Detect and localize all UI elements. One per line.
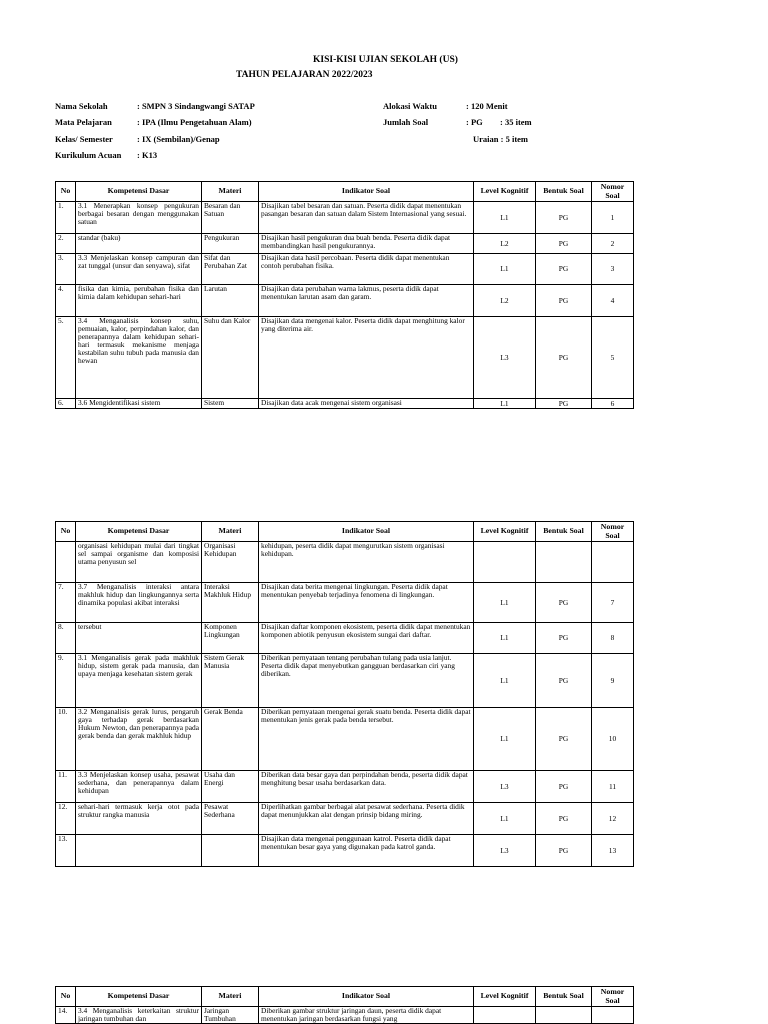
cell-kd: 3.4 Menganalisis konsep suhu, pemuaian, kalor, perpindahan kalor, dan penerapannya dalam kehidupan sehari-hari termasuk mekanisme menjaga kestabilan suhu tubuh pada manusia dan hewan <box>76 317 202 399</box>
cell-no: 8. <box>56 623 76 654</box>
kelas-value: : IX (Sembilan)/Genap <box>137 134 220 144</box>
col-nomor-soal: Nomor Soal <box>592 987 634 1007</box>
cell-level: L1 <box>474 654 536 708</box>
table-row <box>56 317 634 399</box>
cell-materi: Sifat dan Perubahan Zat <box>202 254 259 285</box>
cell-kd <box>76 835 202 867</box>
cell-bentuk: PG <box>536 803 592 835</box>
cell-bentuk: PG <box>536 654 592 708</box>
cell-nomor: 4 <box>592 285 634 317</box>
cell-indikator: Disajikan data acak mengenai sistem organisasi <box>259 399 474 409</box>
table-row <box>56 234 634 254</box>
cell-level: L3 <box>474 317 536 399</box>
cell-kd: 3.4 Menganalisis keterkaitan struktur jaringan tumbuhan dan <box>76 1007 202 1024</box>
cell-nomor: 6 <box>592 399 634 409</box>
alokasi-label: Alokasi Waktu <box>383 101 437 111</box>
cell-indikator: Diberikan gambar struktur jaringan daun, peserta didik dapat menentukan jaringan berdasarkan fungsi yang <box>259 1007 474 1024</box>
cell-indikator: Diberikan data besar gaya dan perpindahan benda, peserta didik dapat menghitung besar usaha berdasarkan data. <box>259 771 474 803</box>
nama-sekolah-label: Nama Sekolah <box>55 101 108 111</box>
cell-level: L1 <box>474 399 536 409</box>
table-header-row <box>56 182 634 202</box>
cell-materi: Organisasi Kehidupan <box>202 542 259 583</box>
kurikulum-label: Kurikulum Acuan <box>55 150 122 160</box>
cell-kd: standar (baku) <box>76 234 202 254</box>
cell-nomor: 11 <box>592 771 634 803</box>
col-nomor-soal: Nomor Soal <box>592 182 634 202</box>
table-row <box>56 583 634 623</box>
cell-indikator: Diperlihatkan gambar berbagai alat pesawat sederhana. Peserta didik dapat menunjukkan alat dengan prinsip bidang miring. <box>259 803 474 835</box>
cell-level: L1 <box>474 803 536 835</box>
col-level-kognitif: Level Kognitif <box>474 182 536 202</box>
col-materi: Materi <box>202 182 259 202</box>
cell-no: 12. <box>56 803 76 835</box>
cell-indikator: Disajikan hasil pengukuran dua buah benda. Peserta didik dapat membandingkan hasil pengukurannya. <box>259 234 474 254</box>
col-nomor-soal: Nomor Soal <box>592 522 634 542</box>
cell-bentuk: PG <box>536 623 592 654</box>
cell-kd: fisika dan kimia, perubahan fisika dan kimia dalam kehidupan sehari-hari <box>76 285 202 317</box>
uraian-value: Uraian : 5 item <box>473 134 529 144</box>
col-bentuk-soal: Bentuk Soal <box>536 987 592 1007</box>
cell-indikator: Disajikan data mengenai kalor. Peserta didik dapat menghitung kalor yang diterima air. <box>259 317 474 399</box>
cell-level <box>474 1007 536 1024</box>
cell-no: 4. <box>56 285 76 317</box>
cell-level: L2 <box>474 285 536 317</box>
table-row <box>56 254 634 285</box>
col-no: No <box>56 987 76 1007</box>
cell-kd: 3.3 Menjelaskan konsep usaha, pesawat sederhana, dan penerapannya dalam kehidupan <box>76 771 202 803</box>
table-row <box>56 708 634 771</box>
cell-nomor: 7 <box>592 583 634 623</box>
table-row <box>56 654 634 708</box>
table-row <box>56 803 634 835</box>
cell-level: L2 <box>474 234 536 254</box>
kisi-table-3 <box>55 986 634 1024</box>
cell-indikator: Disajikan data mengenai penggunaan katrol. Peserta didik dapat menentukan besar gaya yang digunakan pada katrol ganda. <box>259 835 474 867</box>
document-title: KISI-KISI UJIAN SEKOLAH (US) <box>313 55 458 65</box>
cell-nomor <box>592 1007 634 1024</box>
cell-materi: Sistem <box>202 399 259 409</box>
cell-kd: 3.1 Menganalisis gerak pada makhluk hidup, sistem gerak pada manusia, dan upaya menjaga kesehatan sistem gerak <box>76 654 202 708</box>
cell-indikator: Disajikan tabel besaran dan satuan. Peserta didik dapat menentukan pasangan besaran dan satuan dalam Sistem Internasional yang sesuai. <box>259 202 474 234</box>
table-header-row <box>56 522 634 542</box>
cell-kd: tersebut <box>76 623 202 654</box>
col-kompetensi-dasar: Kompetensi Dasar <box>76 987 202 1007</box>
col-bentuk-soal: Bentuk Soal <box>536 522 592 542</box>
cell-materi: Sistem Gerak Manusia <box>202 654 259 708</box>
cell-no: 9. <box>56 654 76 708</box>
cell-materi: Gerak Benda <box>202 708 259 771</box>
table-row <box>56 623 634 654</box>
cell-bentuk: PG <box>536 708 592 771</box>
cell-materi: Komponen Lingkungan <box>202 623 259 654</box>
cell-bentuk: PG <box>536 317 592 399</box>
cell-indikator: Diberikan pernyataan tentang perubahan tulang pada usia lanjut. Peserta didik dapat menyebutkan gangguan berdasarkan ciri yang diberikan. <box>259 654 474 708</box>
cell-no: 14. <box>56 1007 76 1024</box>
col-no: No <box>56 522 76 542</box>
cell-materi: Pesawat Sederhana <box>202 803 259 835</box>
table-row <box>56 835 634 867</box>
cell-kd: 3.2 Menganalisis gerak lurus, pengaruh gaya terhadap gerak berdasarkan Hukum Newton, dan penerapannya pada gerak benda dan gerak makhluk hidup <box>76 708 202 771</box>
cell-bentuk: PG <box>536 285 592 317</box>
kisi-table-1 <box>55 181 634 409</box>
col-materi: Materi <box>202 987 259 1007</box>
cell-materi: Suhu dan Kalor <box>202 317 259 399</box>
cell-kd: 3.7 Menganalisis interaksi antara makhluk hidup dan lingkungannya serta dinamika populasi akibat interaksi <box>76 583 202 623</box>
jumlah-label: Jumlah Soal <box>383 117 429 127</box>
cell-indikator: kehidupan, peserta didik dapat mengurutkan sistem organisasi kehidupan. <box>259 542 474 583</box>
cell-no: 1. <box>56 202 76 234</box>
cell-nomor: 1 <box>592 202 634 234</box>
cell-materi <box>202 835 259 867</box>
col-kompetensi-dasar: Kompetensi Dasar <box>76 182 202 202</box>
table-row <box>56 202 634 234</box>
cell-no: 7. <box>56 583 76 623</box>
cell-kd: sehari-hari termasuk kerja otot pada struktur rangka manusia <box>76 803 202 835</box>
cell-level: L3 <box>474 835 536 867</box>
cell-level: L1 <box>474 202 536 234</box>
cell-no: 3. <box>56 254 76 285</box>
cell-bentuk: PG <box>536 254 592 285</box>
cell-bentuk: PG <box>536 835 592 867</box>
nama-sekolah-value: : SMPN 3 Sindangwangi SATAP <box>137 101 255 111</box>
col-bentuk-soal: Bentuk Soal <box>536 182 592 202</box>
cell-nomor: 2 <box>592 234 634 254</box>
cell-kd: organisasi kehidupan mulai dari tingkat sel sampai organisme dan komposisi utama penyusun sel <box>76 542 202 583</box>
cell-level <box>474 542 536 583</box>
col-level-kognitif: Level Kognitif <box>474 987 536 1007</box>
table-row <box>56 771 634 803</box>
mapel-label: Mata Pelajaran <box>55 117 112 127</box>
cell-level: L1 <box>474 583 536 623</box>
cell-indikator: Disajikan data perubahan warna lakmus, peserta didik dapat menentukan larutan asam dan garam. <box>259 285 474 317</box>
cell-bentuk: PG <box>536 583 592 623</box>
cell-materi: Jaringan Tumbuhan <box>202 1007 259 1024</box>
jumlah-pg: : PG <box>466 117 483 127</box>
cell-no: 11. <box>56 771 76 803</box>
cell-materi: Besaran dan Satuan <box>202 202 259 234</box>
cell-bentuk: PG <box>536 771 592 803</box>
cell-materi: Pengukuran <box>202 234 259 254</box>
table-row <box>56 1007 634 1024</box>
cell-level: L3 <box>474 771 536 803</box>
cell-no <box>56 542 76 583</box>
cell-nomor <box>592 542 634 583</box>
cell-level: L1 <box>474 254 536 285</box>
jumlah-pg-value: : 35 item <box>500 117 532 127</box>
cell-indikator: Disajikan data berita mengenai lingkungan. Peserta didik dapat menentukan penyebab terjadinya fenomena di lingkungan. <box>259 583 474 623</box>
cell-nomor: 12 <box>592 803 634 835</box>
cell-no: 10. <box>56 708 76 771</box>
cell-indikator: Disajikan daftar komponen ekosistem, peserta didik dapat menentukan komponen abiotik penyusun ekosistem sungai dari daftar. <box>259 623 474 654</box>
cell-bentuk: PG <box>536 202 592 234</box>
cell-no: 2. <box>56 234 76 254</box>
cell-nomor: 3 <box>592 254 634 285</box>
table-row <box>56 399 634 409</box>
cell-bentuk <box>536 1007 592 1024</box>
cell-materi: Usaha dan Energi <box>202 771 259 803</box>
cell-no: 6. <box>56 399 76 409</box>
alokasi-value: : 120 Menit <box>466 101 508 111</box>
cell-bentuk: PG <box>536 234 592 254</box>
col-indikator-soal: Indikator Soal <box>259 987 474 1007</box>
document-subtitle: TAHUN PELAJARAN 2022/2023 <box>236 70 373 80</box>
table-row <box>56 285 634 317</box>
mapel-value: : IPA (Ilmu Pengetahuan Alam) <box>137 117 252 127</box>
cell-nomor: 10 <box>592 708 634 771</box>
table-row <box>56 542 634 583</box>
cell-no: 13. <box>56 835 76 867</box>
col-kompetensi-dasar: Kompetensi Dasar <box>76 522 202 542</box>
col-level-kognitif: Level Kognitif <box>474 522 536 542</box>
cell-materi: Larutan <box>202 285 259 317</box>
cell-indikator: Diberikan pernyataan mengenai gerak suatu benda. Peserta didik dapat menentukan jenis gerak pada benda tersebut. <box>259 708 474 771</box>
cell-indikator: Disajikan data hasil percobaan. Peserta didik dapat menentukan contoh perubahan fisika. <box>259 254 474 285</box>
cell-nomor: 9 <box>592 654 634 708</box>
cell-nomor: 8 <box>592 623 634 654</box>
table-header-row <box>56 987 634 1007</box>
cell-bentuk <box>536 542 592 583</box>
cell-materi: Interaksi Makhluk Hidup <box>202 583 259 623</box>
cell-kd: 3.1 Menerapkan konsep pengukuran berbagai besaran dengan menggunakan satuan <box>76 202 202 234</box>
kisi-table-2 <box>55 521 634 867</box>
col-indikator-soal: Indikator Soal <box>259 522 474 542</box>
cell-kd: 3.6 Mengidentifikasi sistem <box>76 399 202 409</box>
col-materi: Materi <box>202 522 259 542</box>
cell-level: L1 <box>474 623 536 654</box>
col-no: No <box>56 182 76 202</box>
cell-kd: 3.3 Menjelaskan konsep campuran dan zat tunggal (unsur dan senyawa), sifat <box>76 254 202 285</box>
cell-nomor: 13 <box>592 835 634 867</box>
cell-no: 5. <box>56 317 76 399</box>
cell-nomor: 5 <box>592 317 634 399</box>
cell-bentuk: PG <box>536 399 592 409</box>
col-indikator-soal: Indikator Soal <box>259 182 474 202</box>
kurikulum-value: : K13 <box>137 150 158 160</box>
cell-level: L1 <box>474 708 536 771</box>
kelas-label: Kelas/ Semester <box>55 134 113 144</box>
